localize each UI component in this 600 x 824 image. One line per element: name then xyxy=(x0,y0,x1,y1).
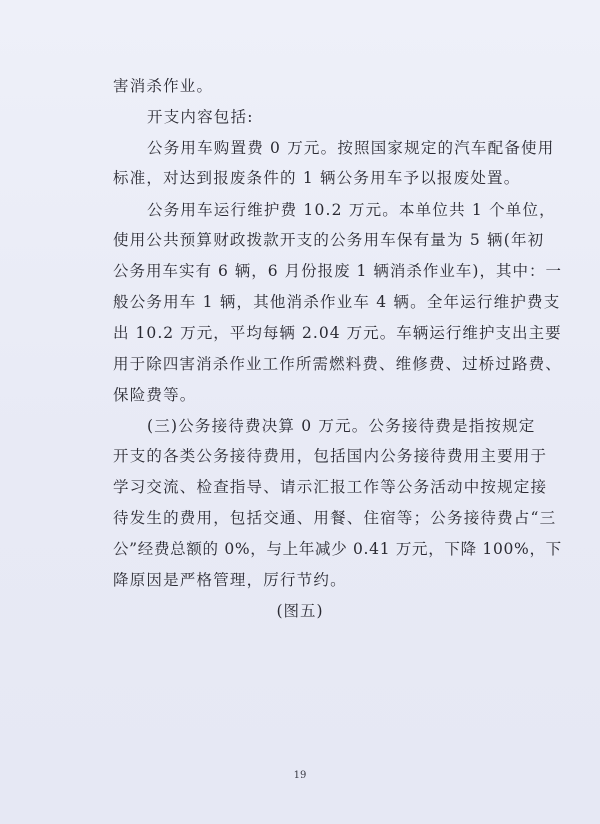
text-line: 出 10.2 万元，平均每辆 2.04 万元。车辆运行维护支出主要 xyxy=(113,324,562,342)
figure-caption: (图五) xyxy=(276,602,324,620)
text-line: 公务用车实有 6 辆，6 月份报废 1 辆消杀作业车)，其中：一 xyxy=(113,262,562,280)
text-line: 开支内容包括: xyxy=(147,108,254,126)
text-line: 公务用车运行维护费 10.2 万元。本单位共 1 个单位， xyxy=(147,201,556,219)
text-line: (三)公务接待费决算 0 万元。公务接待费是指按规定 xyxy=(147,417,536,435)
text-line: 标准，对达到报废条件的 1 辆公务用车予以报废处置。 xyxy=(113,169,521,187)
text-line: 害消杀作业。 xyxy=(113,77,214,95)
page-number: 19 xyxy=(293,770,307,781)
text-line: 降原因是严格管理，厉行节约。 xyxy=(113,571,347,589)
text-line: 开支的各类公务接待费用，包括国内公务接待费用主要用于 xyxy=(113,447,548,465)
text-line: 保险费等。 xyxy=(113,386,197,404)
text-line: 用于除四害消杀作业工作所需燃料费、维修费、过桥过路费、 xyxy=(113,355,562,373)
text-line: 公务用车购置费 0 万元。按照国家规定的汽车配备使用 xyxy=(147,139,555,157)
text-line: 公”经费总额的 0%，与上年减少 0.41 万元，下降 100%，下 xyxy=(113,540,562,558)
text-line: 使用公共预算财政拨款开支的公务用车保有量为 5 辆(年初 xyxy=(113,231,545,249)
text-line: 待发生的费用，包括交通、用餐、住宿等；公务接待费占“三 xyxy=(113,509,557,527)
text-line: 学习交流、检查指导、请示汇报工作等公务活动中按规定接 xyxy=(113,478,548,496)
text-line: 般公务用车 1 辆，其他消杀作业车 4 辆。全年运行维护费支 xyxy=(113,293,561,311)
